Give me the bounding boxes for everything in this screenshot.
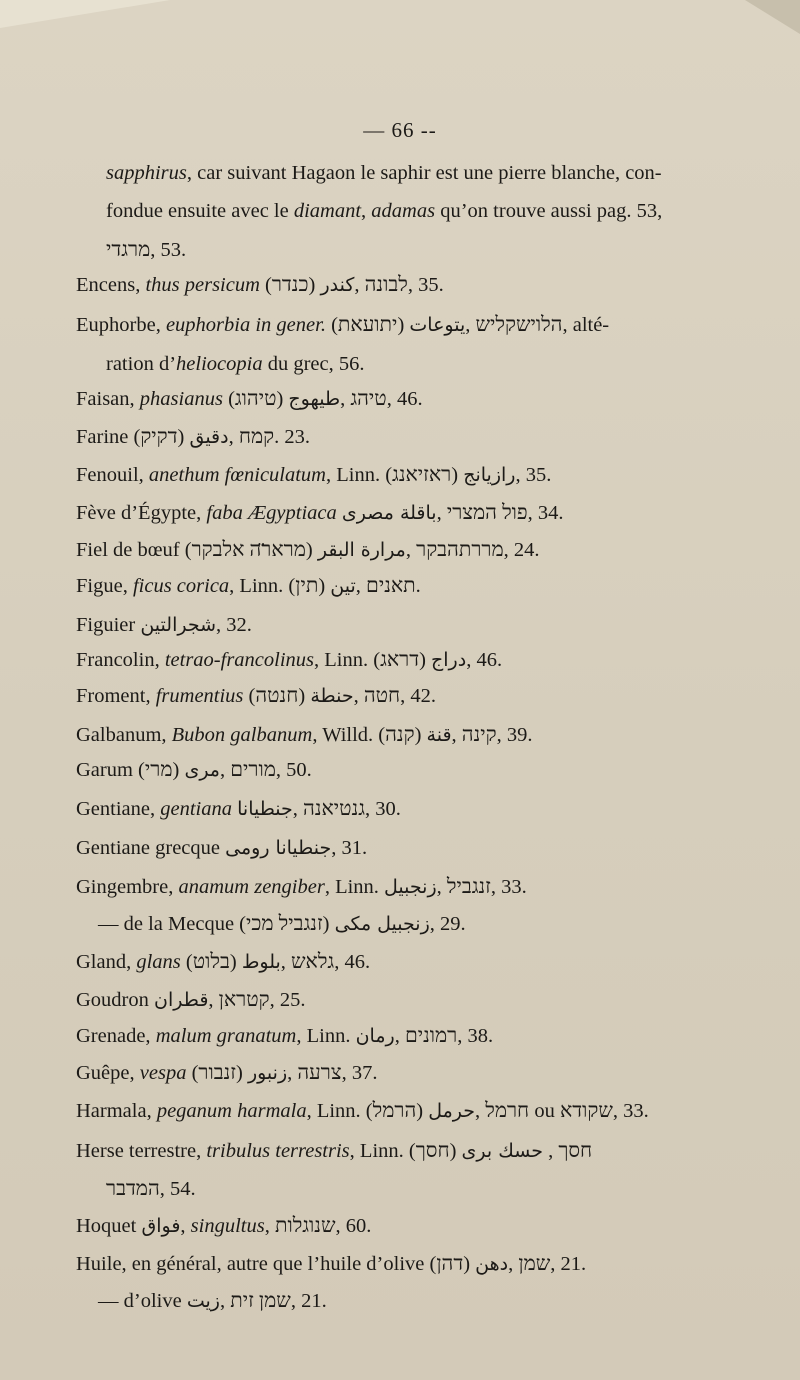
- arabic-term: حسك برى: [461, 1140, 543, 1162]
- latin-term: adamas: [371, 200, 436, 222]
- latin-term: gentiana: [160, 798, 232, 820]
- entry-text: (: [259, 274, 272, 296]
- entry-text: Froment,: [76, 685, 156, 707]
- entry-text: — de la Mecque (: [98, 913, 246, 935]
- latin-term: frumentius: [155, 685, 244, 707]
- entry-line: [76, 833, 367, 863]
- entry-text: , Linn. (: [229, 575, 296, 597]
- entry-line: [76, 794, 401, 824]
- entry-text: Gentiane grecque: [76, 837, 226, 859]
- entry-text: ,: [292, 798, 304, 820]
- entry-text: , 21.: [550, 1253, 587, 1275]
- entry-text: ,: [354, 274, 365, 296]
- entry-text: ,: [451, 724, 462, 746]
- entry-text: , 54.: [159, 1178, 196, 1200]
- entry-text: ): [235, 1062, 248, 1084]
- entry-text: Gingembre,: [76, 876, 179, 898]
- latin-term: vespa: [139, 1062, 187, 1084]
- entry-text: ): [463, 1253, 476, 1275]
- entry-text: Guêpe,: [76, 1062, 140, 1084]
- entry-line: [76, 422, 310, 452]
- hebrew-term: מראר̈ה אלבקר: [191, 539, 306, 561]
- hebrew-term: מרי: [144, 759, 173, 781]
- entry-text: Euphorbe,: [76, 314, 166, 336]
- hebrew-term: צרעה: [297, 1062, 342, 1084]
- hebrew-term: הרמל: [372, 1100, 417, 1122]
- entry-text: ): [298, 685, 311, 707]
- entry-text: Garum (: [76, 759, 145, 781]
- entry-text: ,: [361, 200, 372, 222]
- hebrew-term: פול המצרי: [446, 502, 528, 524]
- arabic-term: مرى: [184, 759, 220, 781]
- entry-text: ): [419, 649, 432, 671]
- hebrew-term: תין: [295, 575, 319, 597]
- entry-text: ou: [529, 1100, 560, 1122]
- hebrew-term: חרמל: [485, 1100, 530, 1122]
- hebrew-term: קינה: [461, 724, 497, 746]
- hebrew-term: זנגביל: [446, 876, 491, 898]
- entry-text: (: [222, 388, 235, 410]
- entry-text: Figuier: [76, 614, 141, 636]
- entry-text: ): [397, 314, 410, 336]
- entry-text: ): [414, 724, 427, 746]
- entry-text: Gentiane,: [76, 798, 161, 820]
- entry-line: [106, 349, 364, 379]
- hebrew-term: כנדר: [271, 274, 309, 296]
- entry-text: Francolin,: [76, 649, 165, 671]
- entry-line: [76, 610, 252, 640]
- entry-text: Encens,: [76, 274, 146, 296]
- entry-text: (: [180, 951, 193, 973]
- entry-text: ): [449, 1140, 462, 1162]
- latin-term: peganum harmala: [156, 1100, 307, 1122]
- entry-text: ): [318, 575, 331, 597]
- entry-text: Hoquet: [76, 1215, 142, 1237]
- entry-text: — d’olive: [98, 1290, 187, 1312]
- entry-line: [106, 158, 662, 188]
- hebrew-term: חסך: [558, 1140, 593, 1162]
- entry-text: ,: [220, 759, 231, 781]
- hebrew-term: דקיק: [140, 426, 178, 448]
- hebrew-term: קמח: [238, 426, 275, 448]
- entry-text: qu’on trouve aussi pag. 53,: [435, 200, 663, 222]
- arabic-term: دهن: [475, 1253, 509, 1275]
- entry-text: Gland,: [76, 951, 137, 973]
- latin-term: singultus: [190, 1215, 265, 1237]
- entry-line: [98, 909, 466, 939]
- entry-text: , Linn. (: [349, 1140, 416, 1162]
- entry-text: ): [308, 274, 321, 296]
- arabic-term: رمان: [355, 1025, 395, 1047]
- entry-text: ,: [353, 685, 364, 707]
- arabic-term: فواق: [141, 1215, 181, 1237]
- hebrew-term: רמונים: [404, 1025, 458, 1047]
- entry-line: [106, 1174, 196, 1204]
- entry-text: , car suivant Hagaon le saphir est une pierre blanche, con-: [186, 162, 662, 184]
- entry-text: , 30.: [365, 798, 401, 820]
- arabic-term: زنجبيل مكى: [334, 913, 430, 935]
- entry-text: ,: [355, 575, 367, 597]
- latin-term: faba Ægyptiaca: [206, 502, 337, 524]
- entry-text: ,: [542, 1140, 559, 1162]
- latin-term: tetrao-francolinus: [164, 649, 315, 671]
- entry-text: , 21.: [290, 1290, 327, 1312]
- latin-term: thus persicum: [145, 274, 260, 296]
- arabic-term: قنة: [426, 724, 452, 746]
- hebrew-term: תאנים: [366, 575, 416, 597]
- entry-line: [76, 1136, 592, 1166]
- arabic-term: زنبور: [247, 1062, 288, 1084]
- latin-term: euphorbia in gener.: [165, 314, 326, 336]
- arabic-term: دراج: [431, 649, 467, 671]
- entry-text: ,: [287, 1062, 298, 1084]
- entry-text: . 23.: [274, 426, 310, 448]
- entry-text: ,: [465, 314, 476, 336]
- entry-line: [76, 460, 551, 490]
- entry-text: Grenade,: [76, 1025, 156, 1047]
- entry-text: ): [451, 464, 464, 486]
- entry-text: ): [276, 388, 289, 410]
- entry-line: [106, 235, 186, 265]
- entry-line: [76, 720, 532, 750]
- latin-term: anamum zengiber: [178, 876, 325, 898]
- latin-term: Bubon galbanum: [171, 724, 313, 746]
- entry-line: [76, 681, 436, 711]
- entry-line: [76, 270, 444, 300]
- entry-text: , Linn.: [296, 1025, 356, 1047]
- arabic-term: باقلة مصرى: [341, 502, 437, 524]
- entry-text: , Willd. (: [312, 724, 386, 746]
- entry-line: [76, 498, 564, 528]
- entry-line: [76, 1096, 649, 1126]
- latin-term: glans: [136, 951, 181, 973]
- entry-text: ): [322, 913, 335, 935]
- hebrew-term: מרגדי: [106, 239, 151, 261]
- hebrew-term: המדבר: [106, 1178, 160, 1200]
- latin-term: malum granatum: [155, 1025, 297, 1047]
- entry-line: [76, 571, 421, 601]
- arabic-term: دقيق: [189, 426, 229, 448]
- entry-text: , 46.: [466, 649, 503, 671]
- arabic-term: يتوعات: [409, 314, 466, 336]
- entry-text: ,: [280, 951, 292, 973]
- hebrew-term: חטה: [363, 685, 401, 707]
- arabic-term: جنطيانا: [237, 798, 293, 820]
- latin-term: anethum fœniculatum: [148, 464, 326, 486]
- entry-line: [76, 985, 305, 1015]
- entry-text: Fiel de bœuf (: [76, 539, 192, 561]
- entry-text: , 60.: [335, 1215, 372, 1237]
- entry-text: , 31.: [331, 837, 368, 859]
- entry-text: , 46.: [386, 388, 423, 410]
- entry-text: du grec, 56.: [262, 353, 365, 375]
- entry-text: ,: [180, 1215, 191, 1237]
- page-number: — 66 --: [363, 118, 437, 142]
- arabic-term: زنجبيل: [384, 876, 437, 898]
- entry-text: ,: [436, 502, 447, 524]
- entry-text: ,: [228, 426, 239, 448]
- entry-line: [98, 1286, 327, 1316]
- entry-text: ): [416, 1100, 429, 1122]
- hebrew-term: מררתהבקר: [416, 539, 504, 561]
- hebrew-term: חנטה: [255, 685, 299, 707]
- arabic-term: قطران: [154, 989, 209, 1011]
- latin-term: ficus corica: [132, 575, 230, 597]
- latin-term: tribulus terrestris: [206, 1140, 350, 1162]
- entry-text: , Linn.: [324, 876, 385, 898]
- entry-text: Huile, en général, autre que l’huile d’olive (: [76, 1253, 437, 1275]
- arabic-term: جنطيانا رومى: [225, 837, 332, 859]
- entry-text: , 35.: [515, 464, 552, 486]
- entry-text: , 34.: [527, 502, 564, 524]
- entry-text: ,: [340, 388, 351, 410]
- hebrew-term: שמן: [518, 1253, 551, 1275]
- entry-text: ,: [394, 1025, 405, 1047]
- entry-text: Figue,: [76, 575, 133, 597]
- latin-term: heliocopia: [176, 353, 263, 375]
- arabic-term: كندر: [320, 274, 355, 296]
- entry-text: , 50.: [275, 759, 312, 781]
- entry-text: ,: [264, 1215, 275, 1237]
- entry-text: , 29.: [429, 913, 466, 935]
- arabic-term: رازيانج: [463, 464, 516, 486]
- entry-line: [76, 872, 527, 902]
- entry-text: fondue ensuite avec le: [106, 200, 294, 222]
- entry-line: [76, 1058, 377, 1088]
- entry-text: ): [177, 426, 190, 448]
- entry-text: , 35.: [407, 274, 444, 296]
- entry-text: ,: [475, 1100, 486, 1122]
- entry-text: , 32.: [216, 614, 252, 636]
- entry-text: , 25.: [269, 989, 306, 1011]
- entry-text: ): [172, 759, 185, 781]
- entry-text: ,: [405, 539, 417, 561]
- entry-text: , alté-: [562, 314, 610, 336]
- entry-text: Herse terrestre,: [76, 1140, 207, 1162]
- hebrew-term: בלוט: [192, 951, 230, 973]
- entry-text: ): [305, 539, 318, 561]
- entry-text: , Linn. (: [314, 649, 381, 671]
- hebrew-term: שקודא: [559, 1100, 613, 1122]
- entry-text: , 33.: [612, 1100, 649, 1122]
- hebrew-term: לבונה: [364, 274, 408, 296]
- entry-text: , Linn. (: [326, 464, 393, 486]
- hebrew-term: שנוגלות: [274, 1215, 336, 1237]
- hebrew-term: חסך: [415, 1140, 450, 1162]
- arabic-term: حرمل: [428, 1100, 475, 1122]
- arabic-term: مرارة البقر: [317, 539, 406, 561]
- hebrew-term: יתועאת: [337, 314, 398, 336]
- entry-line: [76, 1211, 371, 1241]
- entry-text: , 24.: [503, 539, 540, 561]
- arabic-term: حنطة: [310, 685, 354, 707]
- entry-line: [76, 947, 370, 977]
- entry-text: ,: [219, 1290, 231, 1312]
- entry-text: ,: [436, 876, 447, 898]
- hebrew-term: טיהוג: [234, 388, 277, 410]
- entry-text: (: [325, 314, 338, 336]
- entry-text: , 46.: [334, 951, 371, 973]
- entry-line: [76, 384, 423, 414]
- hebrew-term: זנגביל מכי: [246, 913, 323, 935]
- arabic-term: زيت: [186, 1290, 220, 1312]
- entry-text: Farine (: [76, 426, 141, 448]
- entry-text: ,: [508, 1253, 519, 1275]
- entry-text: Fenouil,: [76, 464, 149, 486]
- hebrew-term: הלוישקליש: [475, 314, 563, 336]
- arabic-term: شجرالتين: [140, 614, 217, 636]
- entry-text: , 38.: [457, 1025, 494, 1047]
- entry-text: , 39.: [496, 724, 533, 746]
- hebrew-term: זנבור: [198, 1062, 236, 1084]
- entry-text: ration d’: [106, 353, 177, 375]
- hebrew-term: טיהג: [350, 388, 387, 410]
- entry-line: [76, 755, 312, 785]
- latin-term: phasianus: [139, 388, 223, 410]
- arabic-term: طيهوج: [288, 388, 341, 410]
- entry-line: [76, 1249, 586, 1279]
- hebrew-term: קנה: [385, 724, 415, 746]
- latin-term: diamant: [293, 200, 362, 222]
- entry-text: ,: [208, 989, 219, 1011]
- hebrew-term: מורים: [230, 759, 276, 781]
- hebrew-term: גלאש: [291, 951, 335, 973]
- hebrew-term: דהן: [436, 1253, 464, 1275]
- entry-line: [76, 310, 609, 340]
- hebrew-term: שמן זית: [230, 1290, 291, 1312]
- hebrew-term: קטראן: [218, 989, 270, 1011]
- entry-text: , 53.: [150, 239, 187, 261]
- entry-text: Goudron: [76, 989, 155, 1011]
- latin-term: sapphirus: [106, 162, 187, 184]
- entry-text: .: [415, 575, 421, 597]
- entry-text: , 33.: [490, 876, 527, 898]
- entry-line: [106, 196, 662, 226]
- entry-text: , Linn. (: [306, 1100, 373, 1122]
- page-corner-fold: [0, 0, 800, 40]
- entry-text: Galbanum,: [76, 724, 172, 746]
- entry-text: Faisan,: [76, 388, 140, 410]
- entry-line: [76, 645, 502, 675]
- hebrew-term: דראג: [380, 649, 420, 671]
- hebrew-term: גנטיאנה: [303, 798, 365, 820]
- entry-line: [76, 535, 540, 565]
- hebrew-term: ראזיאנג: [392, 464, 452, 486]
- entry-text: , 42.: [400, 685, 437, 707]
- entry-text: Fève d’Égypte,: [76, 502, 207, 524]
- entry-text: (: [186, 1062, 199, 1084]
- entry-text: ): [229, 951, 242, 973]
- entry-text: (: [243, 685, 256, 707]
- entry-line: [76, 1021, 493, 1051]
- arabic-term: تين: [330, 575, 356, 597]
- entry-text: Harmala,: [76, 1100, 157, 1122]
- arabic-term: بلوط: [241, 951, 281, 973]
- entry-text: , 37.: [341, 1062, 378, 1084]
